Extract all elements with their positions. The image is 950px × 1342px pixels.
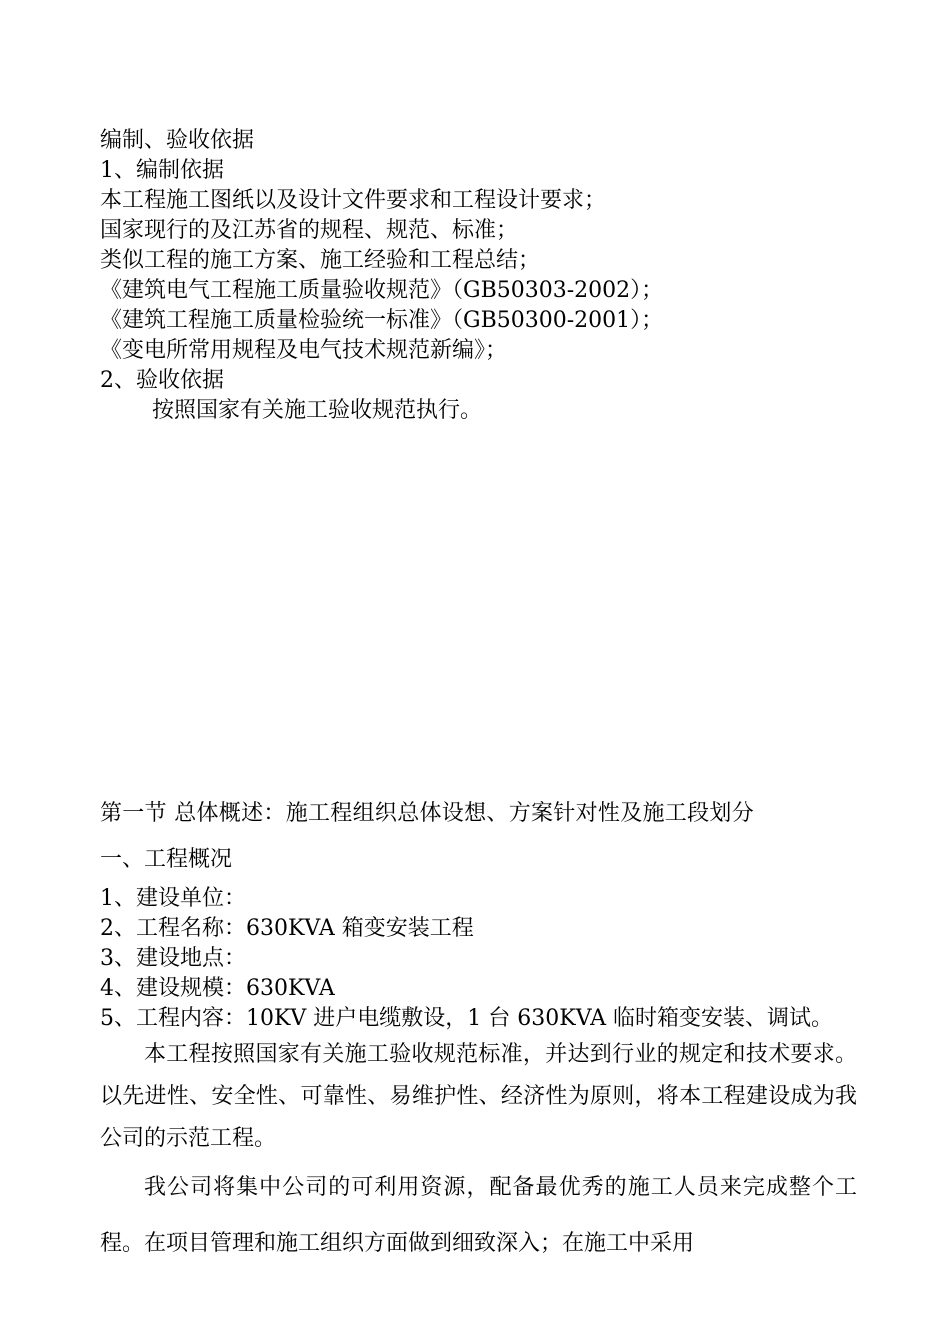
basis-item: 国家现行的及江苏省的规程、规范、标准； [100, 218, 519, 243]
subsection-acceptance-basis: 2、验收依据 [100, 368, 224, 393]
paragraph-standards: 本工程按照国家有关施工验收规范标准，并达到行业的规定和技术要求。以先进性、安全性、可靠性、易维护性、经济性为原则，将本工程建设成为我公司的示范工程。 [100, 1042, 857, 1151]
project-info-item: 5、工程内容：10KV 进户电缆敷设，1 台 630KVA 临时箱变安装、调试。 [100, 1006, 833, 1031]
basis-item: 《建筑工程施工质量检验统一标准》（GB50300-2001）； [100, 308, 664, 333]
basis-item: 本工程施工图纸以及设计文件要求和工程设计要求； [100, 188, 607, 213]
project-info-item: 3、建设地点： [100, 946, 246, 971]
project-overview-heading: 一、工程概况 [100, 847, 233, 872]
section-title: 编制、验收依据 [100, 128, 255, 153]
basis-section [100, 126, 860, 426]
project-info-item: 4、建设规模：630KVA [100, 976, 335, 1001]
basis-item: 《建筑电气工程施工质量验收规范》（GB50303-2002）； [100, 278, 664, 303]
paragraph-resources: 我公司将集中公司的可利用资源，配备最优秀的施工人员来完成整个工程。在项目管理和施工组织方面做到细致深入；在施工中采用 [100, 1175, 857, 1256]
overview-section [100, 796, 857, 1272]
project-info-list [100, 884, 857, 1034]
basis-item: 《变电所常用规程及电气技术规范新编》； [100, 338, 508, 363]
subsection-compilation-basis: 1、编制依据 [100, 158, 224, 183]
project-info-item: 2、工程名称：630KVA 箱变安装工程 [100, 916, 474, 941]
basis-item: 类似工程的施工方案、施工经验和工程总结； [100, 248, 541, 273]
acceptance-text: 按照国家有关施工验收规范执行。 [152, 398, 483, 423]
section-heading: 第一节 总体概述：施工程组织总体设想、方案针对性及施工段划分 [100, 801, 754, 826]
project-info-item: 1、建设单位： [100, 886, 246, 911]
